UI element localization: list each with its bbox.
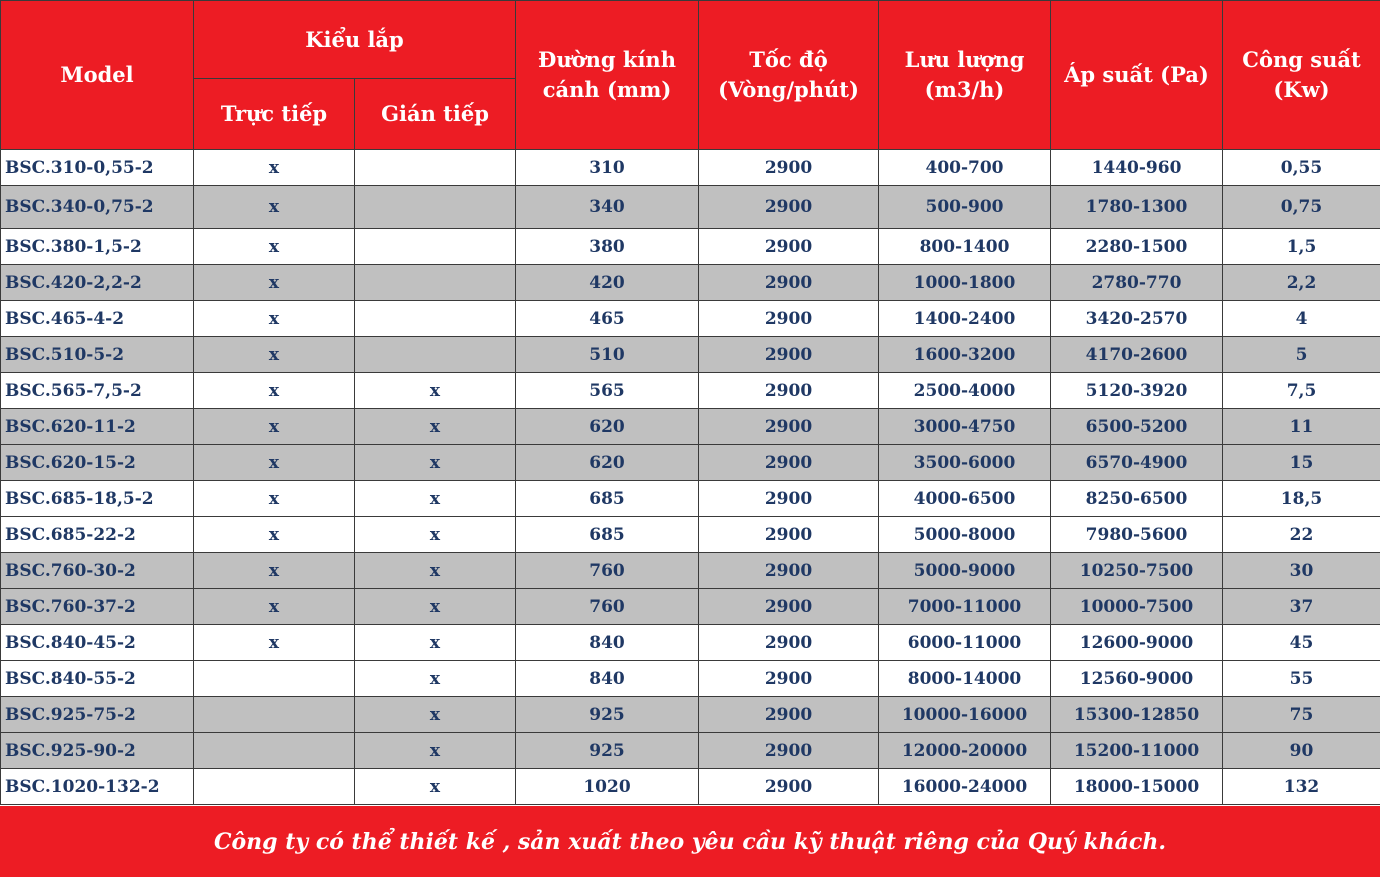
cell-pressure: 18000-15000 — [1051, 769, 1223, 805]
cell-model: BSC.620-15-2 — [1, 445, 194, 481]
cell-model: BSC.465-4-2 — [1, 301, 194, 337]
footer-banner — [0, 806, 1380, 877]
cell-indirect — [355, 265, 516, 301]
footer-note: Công ty có thể thiết kế , sản xuất theo yêu cầu kỹ thuật riêng của Quý khách. — [214, 828, 1166, 855]
cell-direct: x — [194, 265, 355, 301]
cell-power: 0,55 — [1223, 150, 1380, 186]
table-row — [1, 697, 1380, 733]
table-row — [1, 150, 1380, 186]
cell-pressure: 6500-5200 — [1051, 409, 1223, 445]
cell-power: 18,5 — [1223, 481, 1380, 517]
header-diameter-line1: Đường kính — [538, 47, 676, 72]
cell-pressure: 12600-9000 — [1051, 625, 1223, 661]
cell-direct: x — [194, 186, 355, 229]
cell-indirect — [355, 150, 516, 186]
header-flow-line2: (m3/h) — [924, 77, 1005, 102]
cell-speed: 2900 — [699, 186, 879, 229]
cell-indirect — [355, 186, 516, 229]
header-pressure: Áp suất (Pa) — [1051, 1, 1223, 150]
cell-model: BSC.380-1,5-2 — [1, 229, 194, 265]
cell-indirect: x — [355, 517, 516, 553]
cell-indirect: x — [355, 589, 516, 625]
cell-power: 37 — [1223, 589, 1380, 625]
header-direct: Trực tiếp — [194, 79, 355, 150]
cell-diameter: 760 — [516, 589, 699, 625]
cell-diameter: 840 — [516, 625, 699, 661]
spec-table-body — [1, 150, 1380, 805]
cell-speed: 2900 — [699, 337, 879, 373]
cell-direct: x — [194, 553, 355, 589]
cell-diameter: 685 — [516, 481, 699, 517]
cell-model: BSC.840-55-2 — [1, 661, 194, 697]
cell-power: 1,5 — [1223, 229, 1380, 265]
cell-flow: 4000-6500 — [879, 481, 1051, 517]
table-row — [1, 445, 1380, 481]
cell-flow: 5000-8000 — [879, 517, 1051, 553]
cell-direct — [194, 661, 355, 697]
header-speed-line2: (Vòng/phút) — [718, 77, 859, 102]
cell-power: 75 — [1223, 697, 1380, 733]
header-mount: Kiểu lắp — [194, 1, 516, 79]
cell-indirect — [355, 301, 516, 337]
cell-pressure: 4170-2600 — [1051, 337, 1223, 373]
cell-indirect: x — [355, 697, 516, 733]
table-row — [1, 733, 1380, 769]
table-row — [1, 373, 1380, 409]
cell-speed: 2900 — [699, 481, 879, 517]
cell-indirect: x — [355, 409, 516, 445]
cell-speed: 2900 — [699, 589, 879, 625]
cell-diameter: 620 — [516, 409, 699, 445]
cell-indirect: x — [355, 445, 516, 481]
header-speed — [699, 1, 879, 150]
table-row — [1, 186, 1380, 229]
cell-diameter: 760 — [516, 553, 699, 589]
cell-diameter: 465 — [516, 301, 699, 337]
cell-indirect: x — [355, 373, 516, 409]
cell-diameter: 510 — [516, 337, 699, 373]
cell-direct: x — [194, 445, 355, 481]
cell-model: BSC.510-5-2 — [1, 337, 194, 373]
cell-speed: 2900 — [699, 661, 879, 697]
cell-pressure: 8250-6500 — [1051, 481, 1223, 517]
cell-diameter: 925 — [516, 697, 699, 733]
header-indirect: Gián tiếp — [355, 79, 516, 150]
cell-direct: x — [194, 337, 355, 373]
cell-power: 55 — [1223, 661, 1380, 697]
cell-model: BSC.685-18,5-2 — [1, 481, 194, 517]
cell-pressure: 15300-12850 — [1051, 697, 1223, 733]
cell-flow: 8000-14000 — [879, 661, 1051, 697]
header-diameter-line2: cánh (mm) — [542, 77, 672, 102]
cell-speed: 2900 — [699, 517, 879, 553]
cell-diameter: 310 — [516, 150, 699, 186]
cell-indirect: x — [355, 733, 516, 769]
cell-flow: 7000-11000 — [879, 589, 1051, 625]
table-row — [1, 229, 1380, 265]
cell-model: BSC.1020-132-2 — [1, 769, 194, 805]
table-row — [1, 265, 1380, 301]
cell-power: 11 — [1223, 409, 1380, 445]
cell-indirect: x — [355, 661, 516, 697]
cell-pressure: 7980-5600 — [1051, 517, 1223, 553]
header-power-line1: Công suất — [1242, 47, 1361, 72]
cell-flow: 5000-9000 — [879, 553, 1051, 589]
cell-power: 132 — [1223, 769, 1380, 805]
cell-diameter: 925 — [516, 733, 699, 769]
cell-direct: x — [194, 373, 355, 409]
cell-indirect: x — [355, 625, 516, 661]
cell-pressure: 10250-7500 — [1051, 553, 1223, 589]
cell-model: BSC.925-90-2 — [1, 733, 194, 769]
table-row — [1, 337, 1380, 373]
cell-speed: 2900 — [699, 265, 879, 301]
cell-power: 5 — [1223, 337, 1380, 373]
cell-indirect: x — [355, 553, 516, 589]
cell-flow: 1600-3200 — [879, 337, 1051, 373]
cell-diameter: 620 — [516, 445, 699, 481]
cell-speed: 2900 — [699, 553, 879, 589]
cell-model: BSC.420-2,2-2 — [1, 265, 194, 301]
table-row — [1, 517, 1380, 553]
table-row — [1, 409, 1380, 445]
cell-flow: 500-900 — [879, 186, 1051, 229]
header-model: Model — [1, 1, 194, 150]
cell-flow: 3000-4750 — [879, 409, 1051, 445]
cell-diameter: 840 — [516, 661, 699, 697]
cell-model: BSC.620-11-2 — [1, 409, 194, 445]
header-diameter — [516, 1, 699, 150]
cell-power: 4 — [1223, 301, 1380, 337]
cell-diameter: 1020 — [516, 769, 699, 805]
cell-direct — [194, 697, 355, 733]
cell-direct: x — [194, 301, 355, 337]
cell-diameter: 565 — [516, 373, 699, 409]
cell-flow: 800-1400 — [879, 229, 1051, 265]
cell-diameter: 380 — [516, 229, 699, 265]
cell-pressure: 15200-11000 — [1051, 733, 1223, 769]
cell-flow: 400-700 — [879, 150, 1051, 186]
cell-pressure: 1780-1300 — [1051, 186, 1223, 229]
cell-direct: x — [194, 625, 355, 661]
header-power-line2: (Kw) — [1273, 77, 1330, 102]
cell-diameter: 685 — [516, 517, 699, 553]
cell-speed: 2900 — [699, 301, 879, 337]
cell-model: BSC.760-37-2 — [1, 589, 194, 625]
cell-flow: 10000-16000 — [879, 697, 1051, 733]
cell-flow: 1400-2400 — [879, 301, 1051, 337]
cell-speed: 2900 — [699, 445, 879, 481]
cell-model: BSC.310-0,55-2 — [1, 150, 194, 186]
cell-pressure: 10000-7500 — [1051, 589, 1223, 625]
cell-flow: 12000-20000 — [879, 733, 1051, 769]
cell-flow: 16000-24000 — [879, 769, 1051, 805]
cell-indirect: x — [355, 481, 516, 517]
cell-flow: 6000-11000 — [879, 625, 1051, 661]
cell-pressure: 6570-4900 — [1051, 445, 1223, 481]
cell-diameter: 340 — [516, 186, 699, 229]
table-row — [1, 553, 1380, 589]
header-flow-line1: Lưu lượng — [904, 47, 1025, 72]
cell-diameter: 420 — [516, 265, 699, 301]
cell-indirect — [355, 337, 516, 373]
cell-direct: x — [194, 409, 355, 445]
cell-speed: 2900 — [699, 625, 879, 661]
table-row — [1, 661, 1380, 697]
cell-power: 90 — [1223, 733, 1380, 769]
header-speed-line1: Tốc độ — [749, 47, 828, 72]
table-row — [1, 625, 1380, 661]
cell-speed: 2900 — [699, 409, 879, 445]
cell-pressure: 5120-3920 — [1051, 373, 1223, 409]
cell-speed: 2900 — [699, 229, 879, 265]
cell-power: 45 — [1223, 625, 1380, 661]
cell-pressure: 2780-770 — [1051, 265, 1223, 301]
cell-model: BSC.925-75-2 — [1, 697, 194, 733]
cell-model: BSC.565-7,5-2 — [1, 373, 194, 409]
cell-pressure: 12560-9000 — [1051, 661, 1223, 697]
header-flow — [879, 1, 1051, 150]
cell-pressure: 1440-960 — [1051, 150, 1223, 186]
cell-power: 22 — [1223, 517, 1380, 553]
cell-power: 15 — [1223, 445, 1380, 481]
cell-flow: 1000-1800 — [879, 265, 1051, 301]
cell-power: 2,2 — [1223, 265, 1380, 301]
cell-power: 0,75 — [1223, 186, 1380, 229]
cell-speed: 2900 — [699, 150, 879, 186]
cell-indirect — [355, 229, 516, 265]
cell-direct: x — [194, 229, 355, 265]
table-row — [1, 301, 1380, 337]
cell-direct: x — [194, 150, 355, 186]
cell-model: BSC.685-22-2 — [1, 517, 194, 553]
cell-direct: x — [194, 481, 355, 517]
cell-model: BSC.760-30-2 — [1, 553, 194, 589]
cell-speed: 2900 — [699, 733, 879, 769]
cell-flow: 3500-6000 — [879, 445, 1051, 481]
cell-pressure: 2280-1500 — [1051, 229, 1223, 265]
header-power — [1223, 1, 1380, 150]
cell-direct — [194, 769, 355, 805]
cell-speed: 2900 — [699, 697, 879, 733]
cell-direct — [194, 733, 355, 769]
cell-indirect: x — [355, 769, 516, 805]
cell-speed: 2900 — [699, 769, 879, 805]
cell-model: BSC.840-45-2 — [1, 625, 194, 661]
cell-flow: 2500-4000 — [879, 373, 1051, 409]
cell-direct: x — [194, 517, 355, 553]
table-row — [1, 589, 1380, 625]
cell-direct: x — [194, 589, 355, 625]
cell-power: 30 — [1223, 553, 1380, 589]
cell-power: 7,5 — [1223, 373, 1380, 409]
cell-model: BSC.340-0,75-2 — [1, 186, 194, 229]
cell-speed: 2900 — [699, 373, 879, 409]
table-row — [1, 481, 1380, 517]
table-row — [1, 769, 1380, 805]
cell-pressure: 3420-2570 — [1051, 301, 1223, 337]
